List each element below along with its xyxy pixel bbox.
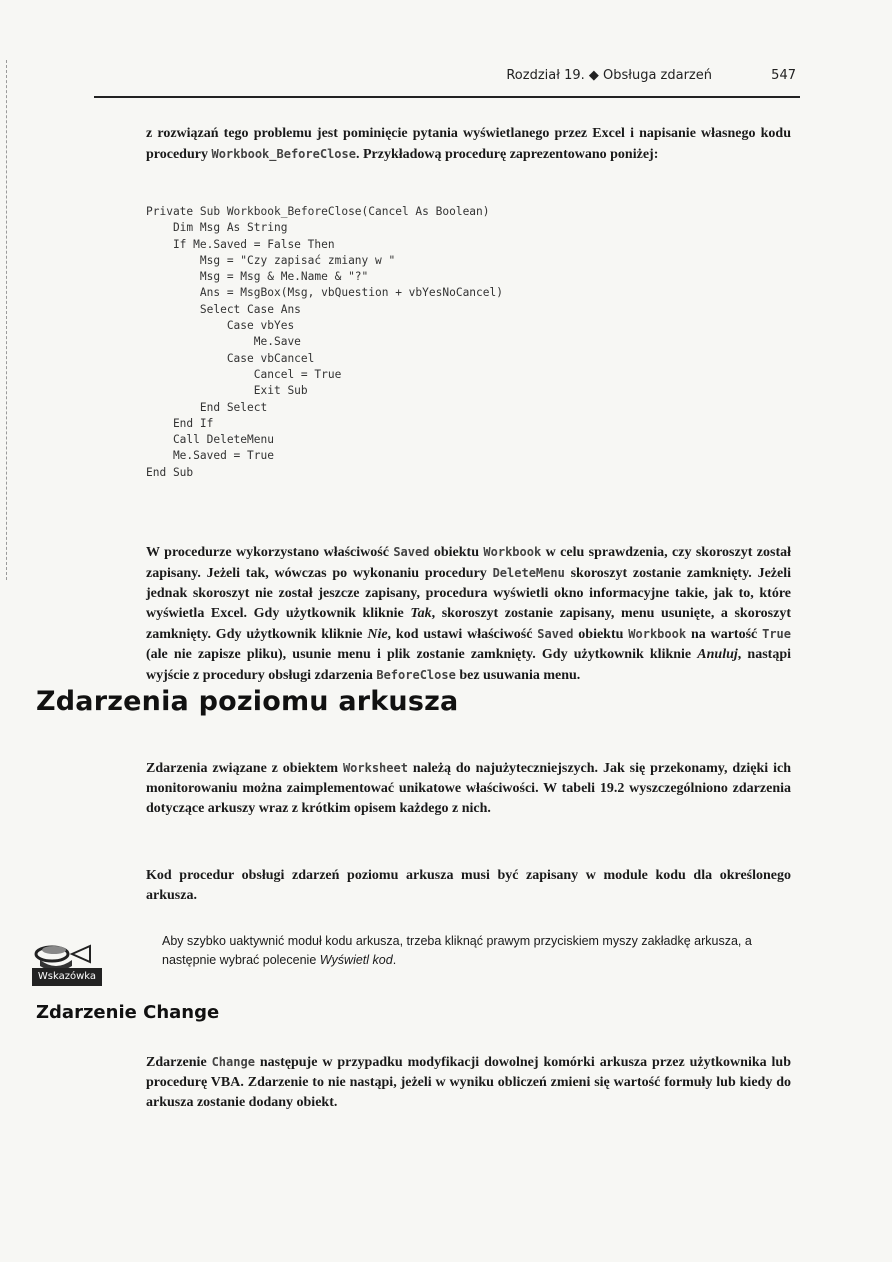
section-heading: Zdarzenia poziomu arkusza (36, 686, 459, 717)
code-line: Me.Saved = True (146, 449, 274, 463)
code-line: Ans = MsgBox(Msg, vbQuestion + vbYesNoCancel) (146, 286, 503, 300)
code-line: Exit Sub (146, 384, 308, 398)
running-header (94, 62, 800, 98)
subheading-change-event: Zdarzenie Change (36, 1002, 220, 1023)
code-line: End Select (146, 400, 268, 414)
worksheet-events-paragraph: Zdarzenia związane z obiektem Worksheet należą do najużyteczniejszych. Jak się przekonamy, dzięki ich monitorowaniu można zaimplementować unikatowe właściwości. W tabeli 19.2 wyszczególniono zdarzenia dotyczące arkuszy wraz z krótkim opisem każdego z nich. (146, 761, 791, 816)
change-event-paragraph: Zdarzenie Change następuje w przypadku modyfikacji dowolnej komórki arkusza przez użytkownika lub procedurę VBA. Zdarzenie to nie nastąpi, jeżeli w wyniku obliczeń zmieni się wartość formuły lub kiedy do arkusza zostanie dodany obiekt. (146, 1055, 792, 1110)
intro-paragraph: z rozwiązań tego problemu jest pominięcie pytania wyświetlanego przez Excel i napisanie własnego kodu procedury Workbook_BeforeClose. Przykładową procedurę zaprezentowano poniżej: (146, 126, 791, 162)
explanation-paragraph: W procedurze wykorzystano właściwość Saved obiektu Workbook w celu sprawdzenia, czy skoroszyt został zapisany. Jeżeli tak, wówczas po wykonaniu procedury DeleteMenu skoroszyt zostanie zamknięty. Jeżeli jednak skoroszyt nie został jeszcze zapisany, procedura wyświetli okno informacyjne takie, jak to, które wyświetla Excel. Gdy użytkownik kliknie Tak, skoroszyt zostanie zapisany, menu usunięte, a skoroszyt zamknięty. Gdy użytkownik kliknie Nie, kod ustawi właściwość Saved obiektu Workbook na wartość True (ale nie zapisze pliku), usunie menu i plik zostanie zamknięty. Gdy użytkownik kliknie Anuluj, nastąpi wyjście z procedury obsługi zdarzenia BeforeClose bez usuwania menu. (146, 545, 792, 683)
module-paragraph: Kod procedur obsługi zdarzeń poziomu arkusza musi być zapisany w module kodu dla określonego arkusza. (146, 868, 791, 903)
code-line: Msg = "Czy zapisać zmiany w " (146, 253, 396, 267)
code-line: Case vbCancel (146, 351, 315, 365)
code-line: Private Sub Workbook_BeforeClose(Cancel As Boolean) (146, 205, 490, 218)
code-listing (146, 204, 786, 481)
code-line: Cancel = True (146, 367, 342, 381)
chapter-title: Rozdział 19. ◆ Obsługa zdarzeń (506, 68, 712, 83)
tip-text: Aby szybko uaktywnić moduł kodu arkusza, trzeba kliknąć prawym przyciskiem myszy zakładkę arkusza, a następnie wybrać polecenie Wyświetl kod. (162, 934, 752, 967)
tip-lightbulb-icon (32, 932, 116, 996)
scan-edge-marks (6, 60, 9, 580)
code-line: Dim Msg As String (146, 221, 288, 235)
code-line: If Me.Saved = False Then (146, 237, 335, 251)
code-line: Me.Save (146, 335, 301, 349)
code-line: Call DeleteMenu (146, 433, 274, 447)
tip-badge: Wskazówka (32, 968, 102, 986)
page-number: 547 (771, 68, 796, 83)
code-line: Select Case Ans (146, 302, 301, 316)
code-line: End If (146, 416, 214, 430)
code-line: Case vbYes (146, 319, 295, 333)
code-line: End Sub (146, 465, 194, 479)
code-line: Msg = Msg & Me.Name & "?" (146, 270, 369, 284)
